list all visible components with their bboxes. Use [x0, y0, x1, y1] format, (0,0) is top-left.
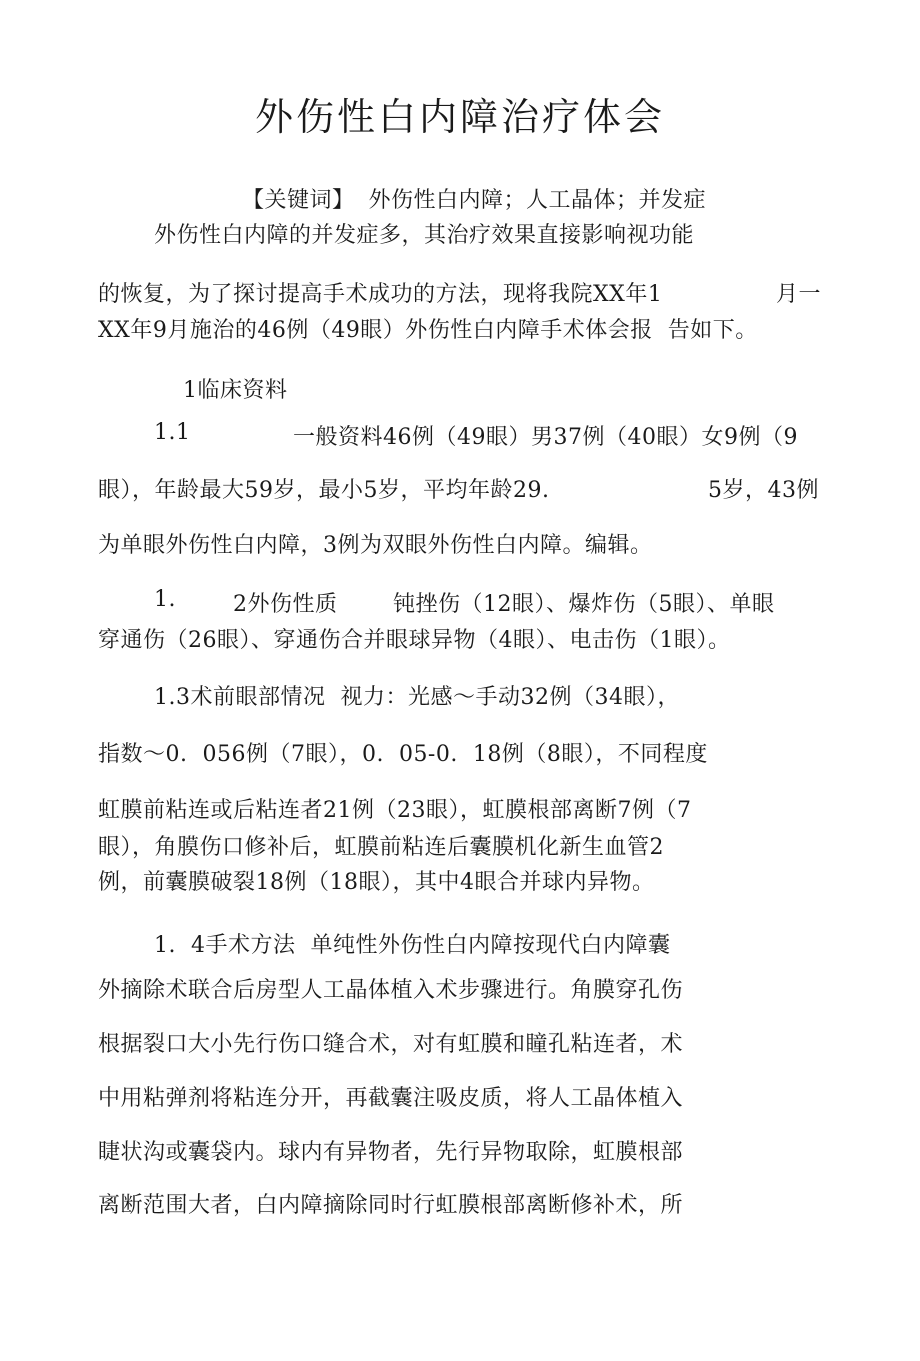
intro-line-2a: 的恢复，为了探讨提高手术成功的方法，现将我院XX年1 — [98, 282, 663, 307]
s12-heading: 2外伤性质 — [233, 592, 338, 617]
s14-line-1: 1. 4手术方法 单纯性外伤性白内障按现代白内障囊 — [154, 933, 671, 958]
s14-line-3: 根据裂口大小先行伤口缝合术，对有虹膜和瞳孔粘连者，术 — [98, 1032, 684, 1057]
s13-line-5: 例，前囊膜破裂18例（18眼），其中4眼合并球内异物。 — [98, 870, 655, 895]
s11-line-2b: 5岁，43例 — [708, 478, 819, 503]
document-title: 外伤性白内障治疗体会 — [254, 95, 665, 139]
s11-line-1: 一般资料46例（49眼）男37例（40眼）女9例（9 — [293, 425, 798, 450]
s14-line-5: 睫状沟或囊袋内。球内有异物者，先行异物取除，虹膜根部 — [98, 1140, 684, 1165]
s12-line-1: 钝挫伤（12眼）、爆炸伤（5眼）、单眼 — [393, 592, 775, 617]
s14-line-4: 中用粘弹剂将粘连分开，再截囊注吸皮质，将人工晶体植入 — [98, 1086, 684, 1111]
s13-line-2: 指数～0. 056例（7眼），0. 05-0. 18例（8眼），不同程度 — [98, 742, 708, 767]
s14-line-2: 外摘除术联合后房型人工晶体植入术步骤进行。角膜穿孔伤 — [98, 978, 684, 1003]
s11-line-2a: 眼），年龄最大59岁，最小5岁，平均年龄29. — [98, 478, 550, 503]
keywords-label: 【关键词】 — [241, 188, 355, 213]
s11-line-3: 为单眼外伤性白内障，3例为双眼外伤性白内障。编辑。 — [98, 533, 653, 558]
s13-line-4: 眼），角膜伤口修补后，虹膜前粘连后囊膜机化新生血管2 — [98, 835, 664, 860]
intro-line-2b: 月一 — [776, 282, 822, 307]
s14-line-6: 离断范围大者，白内障摘除同时行虹膜根部离断修补术，所 — [98, 1193, 684, 1218]
section-1-heading: 1临床资料 — [183, 378, 288, 403]
s13-line-3: 虹膜前粘连或后粘连者21例（23眼），虹膜根部离断7例（7 — [98, 798, 692, 823]
intro-line-3: XX年9月施治的46例（49眼）外伤性白内障手术体会报 告如下。 — [98, 318, 758, 343]
s11-number: 1.1 — [154, 420, 191, 445]
s13-line-1: 1.3术前眼部情况 视力：光感～手动32例（34眼）， — [154, 685, 680, 710]
keywords-text: 外伤性白内障；人工晶体；并发症 — [368, 188, 707, 213]
s12-line-2: 穿通伤（26眼）、穿通伤合并眼球异物（4眼）、电击伤（1眼）。 — [98, 628, 731, 653]
intro-line-1: 外伤性白内障的并发症多，其治疗效果直接影响视功能 — [154, 223, 695, 248]
s12-number: 1. — [154, 587, 176, 612]
